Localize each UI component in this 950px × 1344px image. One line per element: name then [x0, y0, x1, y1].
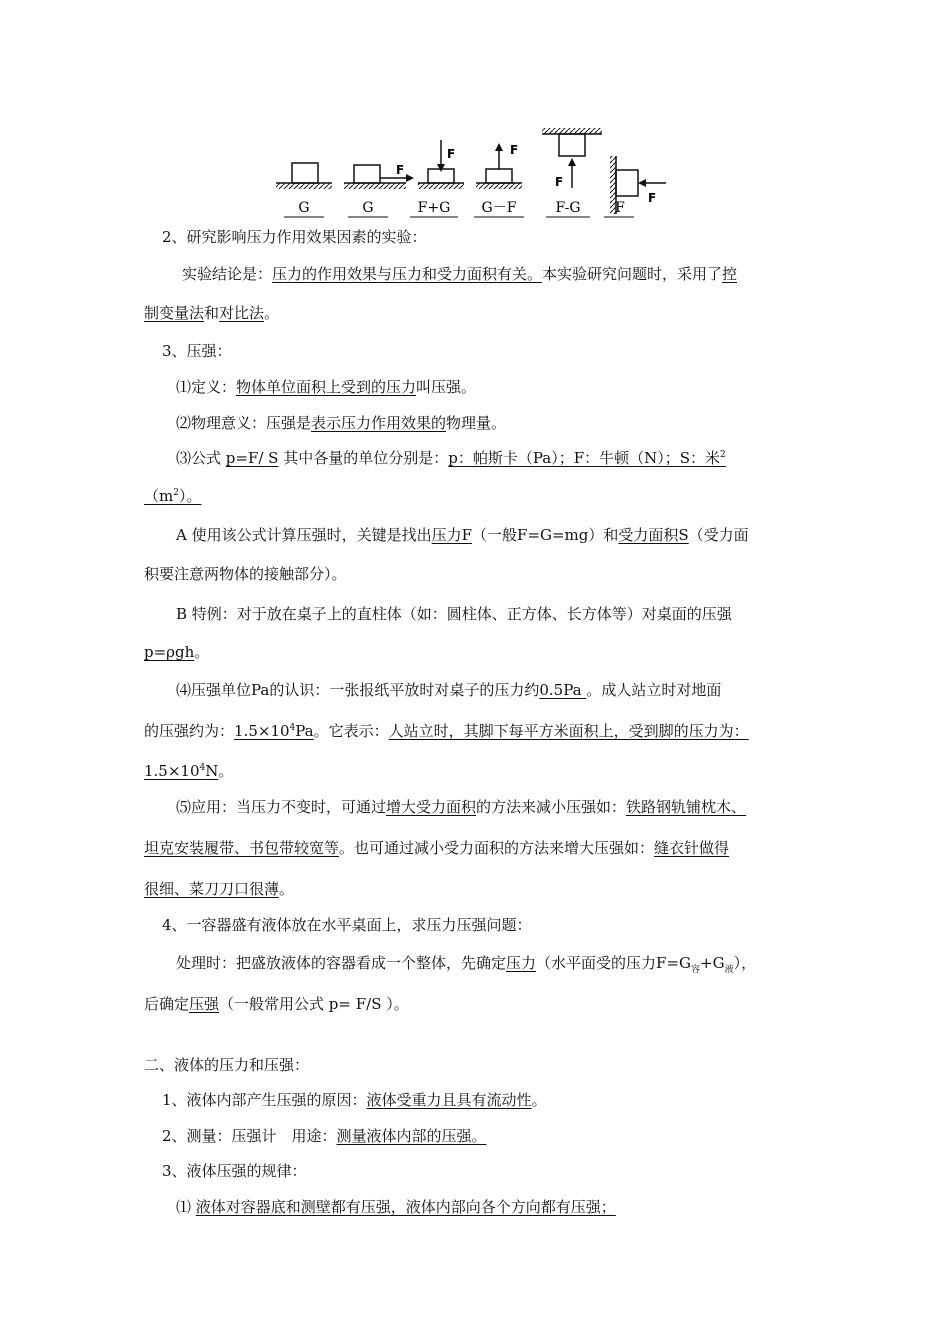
force-label: F: [447, 147, 456, 161]
answer-text: 缝衣针做得: [654, 839, 730, 857]
text: 。: [531, 1091, 547, 1109]
caption-6: F: [615, 200, 625, 216]
application-line-1: [176, 797, 746, 817]
paragraph-conclusion-1: [182, 264, 737, 284]
note-a-line-1: [176, 525, 749, 545]
text: 。成人站立时对地面: [586, 681, 722, 699]
text: ），: [733, 954, 757, 972]
application-line-3: [144, 879, 294, 899]
text: （一般常用公式 p= F/S ）。: [219, 995, 409, 1013]
superscript: 2: [173, 488, 179, 498]
text: 1.5×10: [144, 762, 200, 780]
text: 1、液体内部产生压强的原因：: [162, 1091, 367, 1109]
subscript: 容: [691, 965, 701, 975]
answer-text: 压力: [506, 954, 537, 972]
answer-text: 对比法: [219, 304, 265, 322]
text: 。: [194, 643, 210, 661]
section-number: 3、: [162, 342, 187, 360]
definition-line: [176, 377, 476, 397]
note-b-line-1: [176, 604, 732, 624]
meaning-line: [176, 413, 506, 433]
paragraph-conclusion-2: [144, 303, 279, 323]
answer-text: 制变量法: [144, 304, 205, 322]
force-label: F: [510, 143, 519, 157]
text: 2、测量：压强计 用途：: [162, 1127, 337, 1145]
caption-1: G: [298, 200, 310, 216]
text: 。它表示：: [313, 722, 389, 740]
answer-text: 压力的作用效果与压力和受力面积有关。: [272, 265, 543, 283]
section-heading-container: [162, 915, 532, 935]
formula-text: p=ρgh: [144, 643, 195, 661]
answer-text: 测量液体内部的压强。: [336, 1127, 487, 1145]
superscript: 4: [289, 723, 296, 733]
section-title: 压强：: [186, 342, 232, 360]
answer-text: [144, 762, 218, 780]
liquid-line-2: [162, 1126, 487, 1146]
section-number: 4、: [162, 916, 187, 934]
caption-5: F-G: [555, 200, 581, 216]
text: 二、液体的压力和压强：: [144, 1056, 310, 1074]
text: A 使用该公式计算压强时，关键是找出: [176, 526, 432, 544]
text: N: [205, 762, 219, 780]
answer-text: 表示压力作用效果的: [311, 414, 447, 432]
text: （一般F=G=mg）和: [472, 526, 619, 544]
answer-text: [234, 722, 314, 740]
text: （m: [144, 487, 174, 505]
text: ⑶公式: [176, 449, 226, 467]
chapter-heading-liquid: [144, 1055, 309, 1075]
formula-line-1: [176, 448, 726, 468]
text: 。: [264, 304, 280, 322]
answer-text: 液体受重力且具有流动性: [366, 1091, 532, 1109]
units-text: [144, 487, 201, 505]
text: 的方法来减小压强如：: [476, 798, 627, 816]
text: 后确定: [144, 995, 190, 1013]
text: ）。: [178, 487, 202, 505]
text: 。: [218, 762, 234, 780]
answer-text: 铁路钢轨铺枕木、: [626, 798, 747, 816]
diagram-horizontal-force: [344, 163, 414, 189]
caption-3: F+G: [417, 200, 451, 216]
section-title: 一容器盛有液体放在水平桌面上，求压力压强问题：: [186, 916, 532, 934]
text: p：帕斯卡（Pa）；F：牛顿（N）；S：米: [448, 449, 721, 467]
superscript: 2: [720, 450, 726, 460]
answer-text: 控: [722, 265, 738, 283]
note-b-line-2: [144, 642, 209, 662]
section-title: 研究影响压力作用效果因素的实验：: [186, 228, 427, 246]
text: 叫压强。: [416, 378, 477, 396]
force-label: F: [396, 163, 405, 177]
text: 1.5×10: [234, 722, 290, 740]
diagram-block-on-ground: [276, 163, 332, 189]
text: ⑴定义：: [176, 378, 237, 396]
text: 的压强约为：: [144, 722, 235, 740]
answer-text: 0.5Pa: [539, 681, 587, 699]
caption-2: G: [362, 200, 374, 216]
answer-text: 压强: [189, 995, 220, 1013]
text: 其中各量的单位分别是：: [278, 449, 449, 467]
text: ⑴: [176, 1198, 196, 1216]
container-line-2: [144, 994, 409, 1014]
text: B 特例：对于放在桌子上的直柱体（如：圆柱体、正方体、长方体等）对桌面的压强: [176, 605, 732, 623]
caption-4: G－F: [481, 200, 517, 216]
text: （受力面: [688, 526, 749, 544]
units-text: [448, 449, 726, 467]
formula-line-2: [144, 486, 201, 506]
answer-text: 很细、菜刀刀口很薄: [144, 880, 280, 898]
text: 处理时：把盛放液体的容器看成一个整体，先确定: [176, 954, 507, 972]
text: 和: [204, 304, 220, 322]
answer-text: 受力面积S: [618, 526, 689, 544]
text: 。也可通过减小受力面积的方法来增大压强如：: [339, 839, 655, 857]
force-diagrams: [268, 120, 688, 225]
diagram-ceiling: [542, 128, 602, 189]
text: ⑷压强单位Pa的认识：一张报纸平放时对桌子的压力约: [176, 681, 540, 699]
unit-line-1: [176, 680, 721, 700]
unit-line-3: [144, 761, 233, 781]
superscript: 4: [199, 763, 206, 773]
liquid-line-4: [176, 1197, 616, 1217]
application-line-2: [144, 838, 729, 858]
text: 。: [279, 880, 295, 898]
unit-line-2: [144, 721, 749, 741]
text: 物理量。: [446, 414, 507, 432]
text: 3、液体压强的规律：: [162, 1162, 307, 1180]
answer-text: 压力F: [431, 526, 473, 544]
force-diagrams-svg: [268, 120, 688, 225]
force-label: F: [555, 175, 564, 189]
answer-text: 人站立时，其脚下每平方米面积上，受到脚的压力为：: [388, 722, 749, 740]
formula-text: p=F/ S: [225, 449, 279, 467]
liquid-line-3: [162, 1161, 307, 1181]
text: ⑵物理意义：压强是: [176, 414, 312, 432]
note-a-line-2: [144, 564, 347, 584]
section-number: 2、: [162, 228, 187, 246]
text: （水平面受的压力F=G: [536, 954, 691, 972]
answer-text: 增大受力面积: [386, 798, 477, 816]
figure-captions: [284, 200, 634, 217]
diagram-downward-force: [418, 140, 464, 189]
text: 本实验研究问题时，采用了: [542, 265, 723, 283]
section-heading-experiment: [162, 227, 427, 247]
text: ⑸应用：当压力不变时，可通过: [176, 798, 387, 816]
answer-text: 坦克安装履带、书包带较宽等: [144, 839, 340, 857]
liquid-line-1: [162, 1090, 547, 1110]
force-label: F: [648, 191, 657, 205]
text: 实验结论是：: [182, 265, 273, 283]
subscript: 液: [724, 965, 734, 975]
container-line-1: [176, 953, 756, 973]
text: 积要注意两物体的接触部分）。: [144, 565, 347, 583]
answer-text: 物体单位面积上受到的压力: [236, 378, 417, 396]
section-heading-pressure: [162, 341, 232, 361]
text: Pa: [295, 722, 314, 740]
diagram-upward-force: [476, 143, 522, 189]
answer-text: 液体对容器底和测壁都有压强，液体内部向各个方向都有压强；: [195, 1198, 616, 1216]
text: +G: [700, 954, 725, 972]
